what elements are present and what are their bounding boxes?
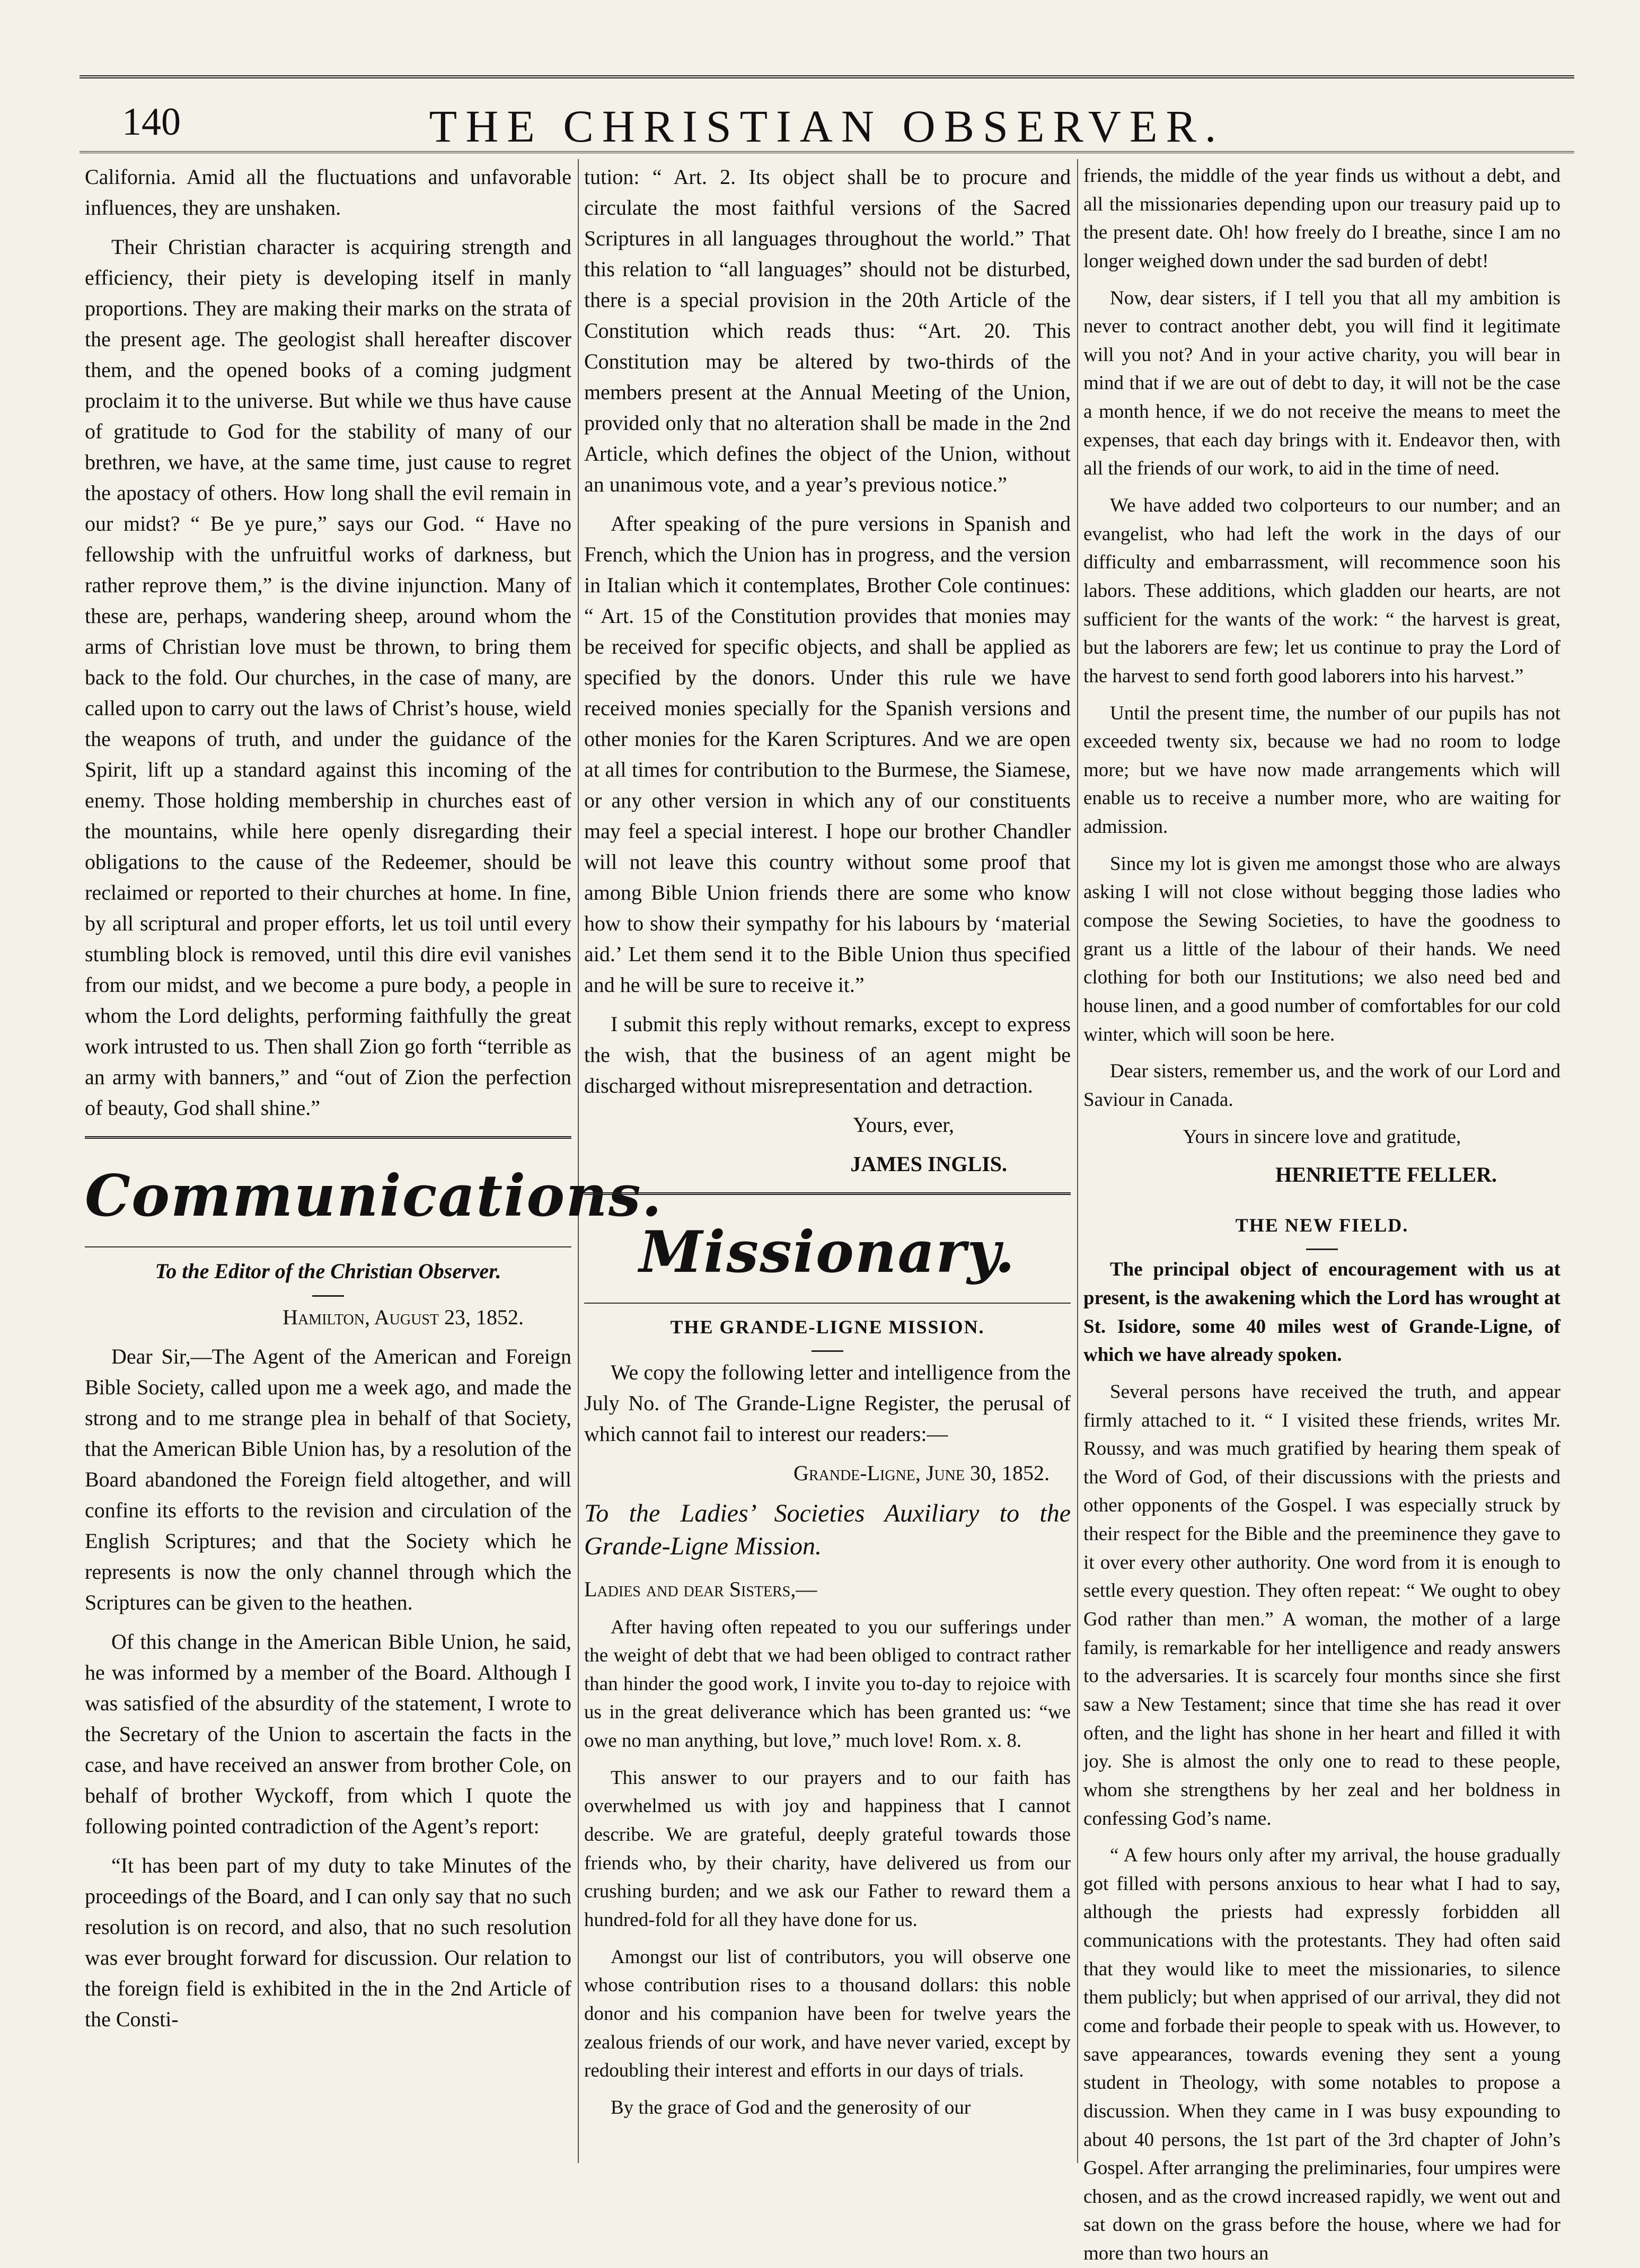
short-rule: [312, 1295, 344, 1297]
paragraph: Amongst our list of contributors, you will observe one whose contribution rises to a thousand dollars: this noble donor and his companion have been for twelve years the zealous friends of our work, and have never varied, except by redoubling their interest and efforts in our days of trials.: [584, 1946, 1071, 2082]
paragraph: We copy the following letter and intelligence from the July No. of The Grande-Ligne Register, the perusal of which cannot fail to interest our readers:—: [584, 1360, 1071, 1446]
section-rule: [85, 1246, 571, 1247]
paragraph: After having often repeated to you our sufferings under the weight of debt that we had been obliged to contract rather than hinder the good work, I invite you to-day to rejoice with us in the great deliverance which has been granted us: “we owe no man anything, but love,” much love! Rom. x. 8.: [584, 1616, 1071, 1752]
page-header: [80, 89, 1574, 153]
paragraph: “It has been part of my duty to take Minutes of the proceedings of the Board, and I can only say that no such resolution is on record, and also, that no such resolution was ever brought forward for discussion. Our relation to the foreign field is exhibited in the in the 2nd Article of the Consti-: [85, 1853, 571, 2031]
paragraph: Since my lot is given me amongst those who are always asking I will not close without begging those ladies who compose the Sewing Societies, to have the goodness to grant us a little of the labour of their hands. We need clothing for both our Institutions; we also need bed and house linen, and a good number of comfortables for our cold winter, which will soon be here.: [1083, 852, 1560, 1045]
paragraph: Several persons have received the truth, and appear firmly attached to it. “ I visited these friends, writes Mr. Roussy, and was much gratified by hearing them speak of the Word of God, of their discussions with the priests and other opponents of the Gospel. I was especially struck by their respect for the Bible and the preeminence they gave to it over every other authority. One word from it is enough to settle every question. They often repeat: “ We ought to obey God rather than men.” A woman, the mother of a large family, is remarkable for her intelligence and ready answers to the adversaries. It is scarcely four months since she first saw a New Testament; since that time she has read it over often, and the light has shone in her heart and filled it with joy. She is almost the only one to read to these people, whom she strengthens by her zeal and her boldness in confessing God’s name.: [1083, 1381, 1560, 1830]
paragraph: Dear Sir,—The Agent of the American and Foreign Bible Society, called upon me a week ago, and made the strong and to me strange plea in behalf of that Society, that the American Bible Union has, by a resolution of the Board abandoned the Foreign field altogether, and will confine its efforts to the revision and circulation of the English Scriptures; and that the Society which he represents is now the only channel through which the Scriptures can be given to the heathen.: [85, 1344, 571, 1614]
paragraph: California. Amid all the fluctuations and unfavorable influences, they are unshaken.: [85, 165, 571, 219]
paragraph: We have added two colporteurs to our number; and an evangelist, who had left the work in the days of our difficulty and embarrassment, will recommence soon his labors. These additions, which gladden our hearts, are not sufficient for the wants of the work: “ the harvest is great, but the laborers are few; let us continue to pray the Lord of the harvest to send forth good laborers into his harvest.”: [1083, 495, 1560, 687]
paragraph: After speaking of the pure versions in Spanish and French, which the Union has in progress, and the version in Italian which it contemplates, Brother Cole continues: “ Art. 15 of the Constitution provides that monies may be received for specific objects, and shall be applied as specified by the donors. Under this rule we have received monies specially for the Spanish versions and other monies for the Karen Scriptures. And we are open at all times for contribution to the Burmese, the Siamese, or any other version in which any of our constituents may feel a special interest. I hope our brother Chandler will not leave this country without some proof that among Bible Union friends there are some who know how to show their sympathy for his labours by ‘material aid.’ Let them send it to the Bible Union thus specified and he will be sure to receive it.”: [584, 512, 1071, 997]
paragraph: This answer to our prayers and to our faith has overwhelmed us with joy and happiness that I cannot describe. We are grateful, deeply grateful towards those friends who, by their charity, have delivered us from our crushing burden; and we ask our Father to reward them a hundred-fold for all they have done for us.: [584, 1766, 1071, 1931]
section-rule: [584, 1192, 1071, 1195]
column-2: [584, 162, 1071, 2160]
letter-title: To the Ladies’ Societies Auxiliary to the Grande-Ligne Mission.: [584, 1499, 1071, 1561]
salutation: Ladies and dear Sisters,—: [584, 1577, 817, 1601]
masthead-title: THE CHRISTIAN OBSERVER.: [429, 101, 1225, 152]
paragraph: Dear sisters, remember us, and the work of our Lord and Saviour in Canada.: [1083, 1060, 1560, 1111]
column-3: [1083, 162, 1560, 2265]
editor-address: To the Editor of the Christian Observer.: [155, 1259, 501, 1283]
closing: Yours in sincere love and gratitude,: [1183, 1126, 1461, 1148]
paragraph: tution: “ Art. 2. Its object shall be to procure and circulate the most faithful versions of the Sacred Scriptures in all languages throughout the world.” That this relation to “all languages” should not be disturbed, there is a special provision in the 20th Article of the Constitution which reads thus: “Art. 20. This Constitution may be altered by two-thirds of the members present at the Annual Meeting of the Union, provided only that no alteration shall be made in the 2nd Article, which defines the object of the Union, without an unanimous vote, and a year’s previous notice.”: [584, 165, 1071, 496]
header-rule: [80, 151, 1574, 153]
paragraph: Now, dear sisters, if I tell you that all my ambition is never to contract another debt, you will find it legitimate will you not? And in your active charity, you will bear in mind that if we are out of debt to day, it will not be the case a month hence, if we do not receive the means to meet the expenses, that each day brings with it. Endeavor then, with all the friends of our work, to aid in the time of need.: [1083, 287, 1560, 480]
closing: Yours, ever,: [853, 1113, 954, 1137]
paragraph: By the grace of God and the generosity of our: [611, 2096, 971, 2118]
short-rule: [1306, 1249, 1338, 1250]
signature: HENRIETTE FELLER.: [1275, 1163, 1497, 1187]
column-divider: [578, 159, 579, 2163]
signature: JAMES INGLIS.: [850, 1152, 1007, 1176]
dateline: Hamilton, August 23, 1852.: [283, 1305, 524, 1329]
page-number: 140: [122, 100, 181, 144]
short-rule: [812, 1350, 843, 1352]
paragraph: “ A few hours only after my arrival, the house gradually got filled with persons anxious to hear what I had to say, although the priests had expressly forbidden all communications with the protestants. They had often said that they would like to meet the missionaries, to silence them publicly; but when apprised of our arrival, they did not come and forbade their people to speak with us. However, to save appearances, towards evening they sent a young student in Theology, with some notables to propose a discussion. When they came in I was busy expounding to about 40 persons, the 1st part of the 3rd chapter of John’s Gospel. After arranging the preliminaries, four umpires were chosen, and as the crowd increased rapidly, we went out and sat down on the grass before the house, where we had for more than two hours an: [1083, 1844, 1560, 2265]
paragraph: I submit this reply without remarks, except to express the wish, that the business of an agent might be discharged without misrepresentation and detraction.: [584, 1012, 1071, 1097]
paragraph: Until the present time, the number of our pupils has not exceeded twenty six, because we had no room to lodge more; but we have now made arrangements which will enable us to receive a number more, who are waiting for admission.: [1083, 702, 1560, 838]
paragraph: The principal object of encouragement with us at present, is the awakening which the Lord has wrought at St. Isidore, some 40 miles west of Grande-Ligne, of which we have already spoken.: [1083, 1259, 1560, 1366]
paragraph: friends, the middle of the year finds us without a debt, and all the missionaries depending upon our treasury paid up to the present date. Oh! how freely do I breathe, since I am no longer weighed down under the sad burden of debt!: [1083, 165, 1560, 272]
article-headline: THE GRANDE-LIGNE MISSION.: [670, 1316, 985, 1338]
section-title-communications: Communications.: [85, 1163, 663, 1229]
column-divider: [1077, 159, 1078, 2163]
section-title-missionary: Missionary.: [639, 1219, 1016, 1286]
section-rule: [85, 1136, 571, 1139]
column-1: [85, 162, 663, 2160]
paragraph: Their Christian character is acquiring strength and efficiency, their piety is developing itself in manly proportions. They are making their marks on the strata of the present age. The geologist shall hereafter discover them, and the opened books of a coming judgment proclaim it to the universe. But while we thus have cause of gratitude to God for the stability of many of our brethren, we have, at the same time, just cause to regret the apostacy of others. How long shall the evil remain in our midst? “ Be ye pure,” says our God. “ Have no fellowship with the unfruitful works of darkness, but rather reprove them,” is the divine injunction. Many of these are, perhaps, wandering sheep, around whom the arms of Christian love must be thrown, to bring them back to the fold. Our churches, in the case of many, are called upon to carry out the laws of Christ’s house, wield the weapons of truth, and under the guidance of the Spirit, lift up a standard against this incoming of the enemy. Those holding membership in churches east of the mountains, while here openly disregarding their obligations to the cause of the Redeemer, should be reclaimed or reported to their churches at home. In fine, by all scriptural and proper efforts, let us toil until every stumbling block is removed, until this dire evil vanishes from our midst, and we become a pure body, a people in whom the Lord delights, performing faithfully the great work intrusted to us. Then shall Zion go forth “terrible as an army with banners,” and “out of Zion the perfection of beauty, God shall shine.”: [85, 235, 571, 1120]
section-rule: [584, 1303, 1071, 1304]
top-rule: [80, 75, 1574, 78]
article-headline: THE NEW FIELD.: [1235, 1215, 1409, 1236]
paragraph: Of this change in the American Bible Union, he said, he was informed by a member of the Board. Although I was satisfied of the absurdity of the statement, I wrote to the Secretary of the Union to ascertain the facts in the case, and have received an answer from brother Cole, on behalf of brother Wyckoff, from which I quote the following pointed contradiction of the Agent’s report:: [85, 1629, 571, 1838]
dateline: Grande-Ligne, June 30, 1852.: [793, 1461, 1050, 1485]
